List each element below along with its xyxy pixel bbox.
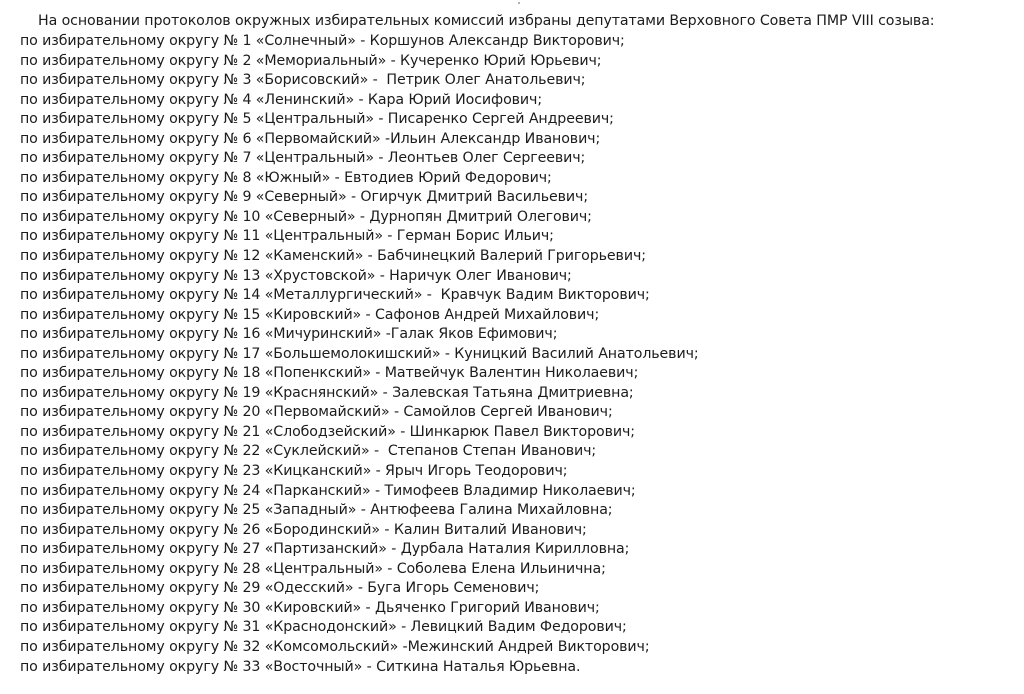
list-item: по избирательному округу № 5 «Центральный» - Писаренко Сергей Андреевич;	[20, 111, 614, 128]
intro-paragraph: На основании протоколов окружных избирательных комиссий избраны депутатами Верховного Совета ПМР VIII созыва:	[38, 13, 935, 29]
list-item: по избирательному округу № 31 «Краснодонский» - Левицкий Вадим Федорович;	[20, 619, 627, 636]
list-item: по избирательному округу № 28 «Центральный» - Соболева Елена Ильинична;	[20, 560, 606, 577]
deputy-list	[20, 32, 699, 677]
list-item: по избирательному округу № 2 «Мемориальный» - Кучеренко Юрий Юрьевич;	[20, 52, 602, 69]
list-item: по избирательному округу № 9 «Северный» - Огирчук Дмитрий Васильевич;	[20, 189, 589, 206]
list-item: по избирательному округу № 29 «Одесский» - Буга Игорь Семенович;	[20, 580, 540, 597]
list-item: по избирательному округу № 21 «Слободзейский» - Шинкарюк Павел Викторович;	[20, 423, 635, 440]
list-item: по избирательному округу № 4 «Ленинский» - Кара Юрий Иосифович;	[20, 91, 542, 108]
list-item: по избирательному округу № 12 «Каменский» - Бабчинецкий Валерий Григорьевич;	[20, 248, 646, 265]
list-item: по избирательному округу № 6 «Первомайский» -Ильин Александр Иванович;	[20, 130, 601, 147]
list-item: по избирательному округу № 30 «Кировский» - Дьяченко Григорий Иванович;	[20, 599, 600, 616]
list-item: по избирательному округу № 20 «Первомайский» - Самойлов Сергей Иванович;	[20, 404, 613, 421]
list-item: по избирательному округу № 18 «Попенкский» - Матвейчук Валентин Николаевич;	[20, 365, 639, 382]
list-item: по избирательному округу № 25 «Западный» - Антюфеева Галина Михайловна;	[20, 502, 613, 519]
list-item: по избирательному округу № 22 «Суклейский» - Степанов Степан Иванович;	[20, 443, 597, 460]
list-item: по избирательному округу № 7 «Центральный» - Леонтьев Олег Сергеевич;	[20, 150, 586, 167]
list-item: по избирательному округу № 8 «Южный» - Евтодиев Юрий Федорович;	[20, 169, 552, 186]
list-item: по избирательному округу № 11 «Центральный» - Герман Борис Ильич;	[20, 228, 554, 245]
list-item: по избирательному округу № 33 «Восточный» - Ситкина Наталья Юрьевна.	[20, 658, 581, 675]
list-item: по избирательному округу № 15 «Кировский» - Сафонов Андрей Михайлович;	[20, 306, 600, 323]
list-item: по избирательному округу № 13 «Хрустовской» - Наричук Олег Иванович;	[20, 267, 572, 284]
list-item: по избирательному округу № 23 «Кицканский» - Ярыч Игорь Теодорович;	[20, 463, 568, 480]
list-item: по избирательному округу № 26 «Бородинский» - Калин Виталий Иванович;	[20, 521, 587, 538]
list-item: по избирательному округу № 24 «Парканский» - Тимофеев Владимир Николаевич;	[20, 482, 636, 499]
decorative-dot	[518, 2, 520, 4]
list-item: по избирательному округу № 10 «Северный» - Дурнопян Дмитрий Олегович;	[20, 208, 592, 225]
list-item: по избирательному округу № 16 «Мичуринский» -Галак Яков Ефимович;	[20, 326, 558, 343]
list-item: по избирательному округу № 17 «Большемолокишский» - Куницкий Василий Анатольевич;	[20, 345, 699, 362]
list-item: по избирательному округу № 19 «Краснянский» - Залевская Татьяна Дмитриевна;	[20, 384, 634, 401]
list-item: по избирательному округу № 32 «Комсомольский» -Межинский Андрей Викторович;	[20, 638, 650, 655]
list-item: по избирательному округу № 1 «Солнечный» - Коршунов Александр Викторович;	[20, 33, 625, 49]
list-item: по избирательному округу № 3 «Борисовский» - Петрик Олег Анатольевич;	[20, 72, 586, 89]
list-item: по избирательному округу № 27 «Партизанский» - Дурбала Наталия Кирилловна;	[20, 541, 630, 558]
list-item: по избирательному округу № 14 «Металлургический» - Кравчук Вадим Викторович;	[20, 287, 650, 304]
